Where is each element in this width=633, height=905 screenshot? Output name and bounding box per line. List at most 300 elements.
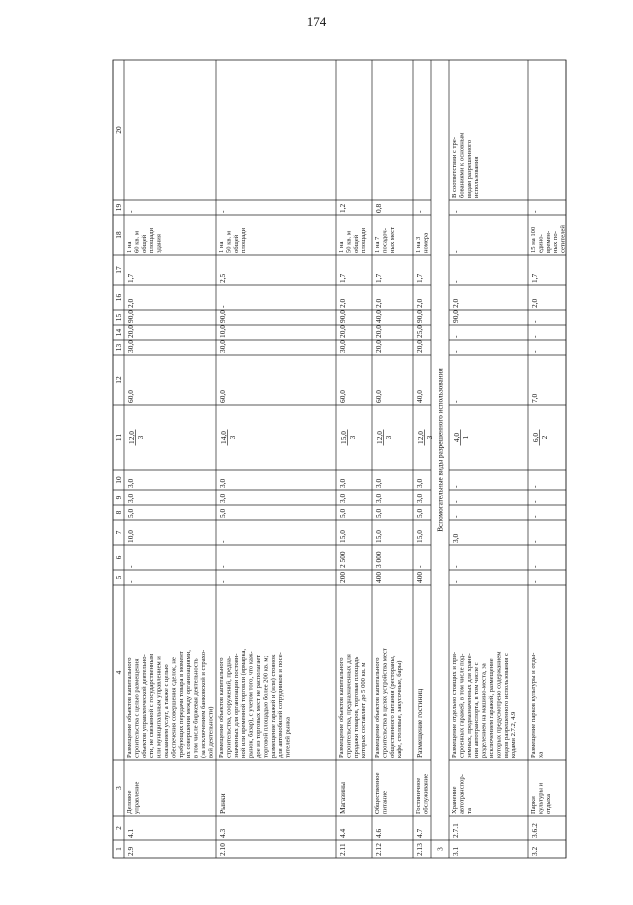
- svg-text:2 500: 2 500: [338, 551, 347, 568]
- r210-c4: [218, 649, 292, 758]
- svg-text:(за исключением банковской и с: (за исключением банковской и страхо-: [200, 649, 207, 758]
- section-number: 3: [435, 847, 445, 851]
- svg-text:12,0: 12,0: [127, 431, 136, 444]
- svg-text:видам разрешенного: видам разрешенного: [465, 140, 473, 198]
- svg-text:1 на: 1 на: [218, 241, 225, 253]
- svg-text:строительства с целью размещен: строительства с целью размещения: [133, 658, 141, 758]
- svg-text:Общественное: Общественное: [374, 772, 381, 814]
- svg-text:отдыха: отдыха: [544, 794, 552, 814]
- r211-c1: [338, 843, 347, 856]
- svg-text:-: -: [126, 210, 135, 213]
- r213-c17: [415, 273, 424, 283]
- r211-c14: [338, 325, 347, 338]
- svg-text:3 000: 3 000: [374, 551, 383, 568]
- svg-text:18: 18: [113, 231, 123, 239]
- r29-c1: [126, 846, 135, 856]
- svg-text:площади: площади: [240, 227, 248, 253]
- r31-c8: [451, 515, 460, 518]
- svg-text:3: 3: [228, 435, 237, 440]
- svg-text:-: -: [451, 565, 460, 568]
- svg-text:-: -: [451, 485, 460, 488]
- svg-text:30,0: 30,0: [218, 340, 227, 353]
- svg-text:-: -: [218, 565, 227, 568]
- svg-text:200: 200: [338, 571, 347, 583]
- r212-c9: [374, 493, 383, 503]
- r210-c1: [218, 843, 227, 856]
- svg-text:2.13: 2.13: [415, 843, 424, 856]
- svg-text:3: 3: [113, 786, 123, 790]
- svg-text:40,0: 40,0: [415, 390, 424, 403]
- r213-c15: [415, 310, 424, 323]
- svg-text:5,0: 5,0: [374, 508, 383, 518]
- svg-text:20,0: 20,0: [415, 340, 424, 353]
- r29-c8: [126, 508, 135, 518]
- r32-c18: [530, 225, 567, 253]
- svg-text:1 на 3: 1 на 3: [415, 236, 422, 253]
- svg-text:Размещение объектов капитально: Размещение объектов капитального: [374, 657, 381, 758]
- r32-c8: [530, 515, 539, 518]
- svg-text:17: 17: [113, 266, 123, 274]
- r212-c14: [374, 325, 383, 338]
- svg-text:2,0: 2,0: [374, 298, 383, 308]
- svg-text:управление: управление: [133, 781, 141, 814]
- column-header-16: [114, 294, 123, 302]
- svg-text:15: 15: [113, 313, 123, 322]
- column-header-2: [114, 826, 123, 830]
- svg-text:5,0: 5,0: [338, 508, 347, 518]
- svg-text:-: -: [530, 485, 539, 488]
- svg-text:Гостиничное: Гостиничное: [415, 777, 422, 814]
- svg-text:90,0: 90,0: [338, 310, 347, 323]
- svg-text:20,0: 20,0: [374, 340, 383, 353]
- svg-text:8: 8: [113, 510, 123, 515]
- column-header-4: [114, 670, 123, 674]
- r212-c5: [374, 572, 383, 583]
- r31-c10: [451, 485, 460, 488]
- r210-c16: [218, 305, 227, 308]
- r211-c11: [339, 430, 357, 446]
- svg-text:Размещение объектов капитально: Размещение объектов капитального: [218, 657, 225, 758]
- r211-c9: [338, 493, 347, 503]
- r212-c16: [374, 298, 383, 308]
- svg-text:30,0: 30,0: [126, 340, 135, 353]
- svg-text:19: 19: [113, 203, 123, 212]
- r31-c14: [451, 335, 460, 338]
- r211-c7: [338, 530, 347, 543]
- svg-text:-: -: [218, 580, 227, 583]
- svg-text:400: 400: [415, 571, 424, 583]
- svg-text:3: 3: [136, 435, 145, 440]
- svg-text:2,5: 2,5: [218, 273, 227, 283]
- r32-c13: [530, 350, 539, 353]
- svg-text:в том числе биржевая деятельно: в том числе биржевая деятельность: [192, 658, 200, 758]
- r32-c16: [530, 298, 539, 308]
- r32-c1: [530, 846, 539, 856]
- svg-text:общей: общей: [352, 234, 360, 253]
- svg-text:4,0: 4,0: [452, 432, 461, 443]
- svg-text:автотранспор-: автотранспор-: [458, 774, 466, 814]
- svg-text:-: -: [451, 250, 460, 253]
- svg-text:1,2: 1,2: [338, 203, 347, 213]
- r32-c6: [530, 565, 539, 568]
- r212-c4: [374, 648, 403, 758]
- svg-text:2: 2: [540, 435, 549, 440]
- r210-c14: [218, 325, 227, 338]
- svg-text:20,0: 20,0: [374, 325, 383, 338]
- r211-c2: [338, 828, 347, 838]
- r31-c9: [451, 500, 460, 503]
- r213-c3: [415, 774, 429, 814]
- svg-text:4.1: 4.1: [126, 828, 135, 838]
- r29-c9: [126, 493, 135, 503]
- svg-text:50 кв. м: 50 кв. м: [345, 230, 353, 253]
- svg-text:2,0: 2,0: [338, 298, 347, 308]
- r32-c14: [530, 335, 539, 338]
- r213-c1: [415, 843, 424, 856]
- svg-text:-: -: [451, 335, 460, 338]
- r210-c7: [218, 540, 227, 543]
- svg-text:-: -: [218, 305, 227, 308]
- column-header-14: [114, 329, 123, 337]
- r29-c2: [126, 828, 135, 838]
- svg-text:3,0: 3,0: [218, 493, 227, 503]
- r210-c15: [218, 310, 227, 323]
- svg-text:Размещение гостиниц: Размещение гостиниц: [415, 688, 424, 758]
- r213-c19: [415, 210, 424, 213]
- svg-text:3,0: 3,0: [415, 493, 424, 503]
- r31-c16: [451, 298, 460, 308]
- svg-text:размещение гаражей и (или) сто: размещение гаражей и (или) стоянок: [269, 654, 277, 758]
- r211-c16: [338, 298, 347, 308]
- svg-text:1 на: 1 на: [126, 241, 133, 253]
- svg-text:3,0: 3,0: [374, 493, 383, 503]
- svg-text:20,0: 20,0: [338, 325, 347, 338]
- svg-text:15,0: 15,0: [339, 431, 348, 444]
- svg-text:-: -: [451, 580, 460, 583]
- svg-text:2.9: 2.9: [126, 846, 135, 856]
- r212-c11: [375, 430, 393, 446]
- svg-text:-: -: [451, 500, 460, 503]
- r32-c17: [530, 273, 539, 283]
- r211-c4: [338, 654, 367, 758]
- column-header-19: [114, 204, 123, 212]
- r32-c4: [530, 653, 544, 758]
- svg-text:30,0: 30,0: [338, 340, 347, 353]
- r32-c5: [530, 580, 539, 583]
- svg-text:12,0: 12,0: [375, 431, 384, 444]
- column-header-11: [114, 434, 123, 441]
- svg-text:40,0: 40,0: [374, 310, 383, 323]
- svg-text:11: 11: [113, 433, 123, 442]
- r210-c9: [218, 493, 227, 503]
- r29-c17: [126, 273, 135, 283]
- r29-c6: [126, 565, 135, 568]
- svg-text:или муниципальным управлением: или муниципальным управлением и: [155, 656, 163, 758]
- svg-text:14: 14: [113, 328, 123, 337]
- svg-text:времен-: времен-: [544, 230, 552, 253]
- column-header-6: [114, 555, 123, 559]
- svg-text:10: 10: [113, 476, 123, 484]
- r210-c18: [218, 228, 247, 253]
- svg-text:2: 2: [113, 826, 123, 830]
- svg-text:обслуживание: обслуживание: [422, 773, 430, 814]
- r211-c15: [338, 310, 347, 323]
- r29-c15: [126, 310, 135, 323]
- r213-c16: [415, 298, 424, 308]
- svg-text:4: 4: [113, 670, 123, 675]
- svg-text:-: -: [451, 210, 460, 213]
- svg-text:90,0: 90,0: [218, 310, 227, 323]
- svg-text:3: 3: [384, 435, 393, 440]
- r31-c20: [451, 132, 480, 198]
- r210-c10: [218, 478, 227, 488]
- svg-text:использования: использования: [473, 156, 481, 198]
- svg-text:строенных гаражей, в том числе: строенных гаражей, в том числе под-: [458, 653, 466, 758]
- svg-text:90,0: 90,0: [415, 310, 424, 323]
- r211-c8: [338, 508, 347, 518]
- svg-text:3,0: 3,0: [126, 493, 135, 503]
- svg-text:номера: номера: [422, 232, 430, 253]
- svg-text:0,8: 0,8: [374, 203, 383, 213]
- svg-text:2.11: 2.11: [338, 843, 347, 856]
- svg-text:земных, предназначенных для хр: земных, предназначенных для хране-: [465, 653, 473, 758]
- svg-text:60 кв. м: 60 кв. м: [133, 230, 141, 253]
- svg-text:16: 16: [113, 293, 123, 302]
- svg-text:Парки: Парки: [530, 796, 537, 814]
- column-header-7: [114, 530, 123, 534]
- svg-text:4.4: 4.4: [338, 828, 347, 838]
- column-header-5: [114, 575, 123, 579]
- svg-text:общей: общей: [140, 234, 148, 253]
- svg-text:обеспечения совершения сделок,: обеспечения совершения сделок, не: [170, 657, 178, 758]
- svg-text:3,0: 3,0: [218, 478, 227, 488]
- svg-text:требующих передачи товара в мо: требующих передачи товара в момент: [177, 651, 185, 758]
- svg-text:15,0: 15,0: [374, 530, 383, 543]
- r31-c11: [452, 430, 470, 446]
- svg-text:здания: здания: [155, 234, 163, 253]
- svg-text:видов разрешенного использован: видов разрешенного использования с: [502, 653, 510, 758]
- svg-text:-: -: [530, 515, 539, 518]
- svg-text:2.7.1: 2.7.1: [451, 823, 460, 838]
- svg-text:ных по-: ных по-: [552, 231, 560, 253]
- r32-c12: [530, 393, 539, 403]
- svg-text:-: -: [126, 580, 135, 583]
- svg-text:рынок, базар), с учетом того,: рынок, базар), с учетом того, что каж-: [247, 651, 255, 758]
- svg-text:-: -: [530, 540, 539, 543]
- page-number: 174: [306, 14, 327, 29]
- svg-text:-: -: [415, 210, 424, 213]
- r212-c1: [374, 843, 383, 856]
- r32-c7: [530, 540, 539, 543]
- svg-text:питание: питание: [381, 791, 389, 814]
- svg-text:1: 1: [113, 847, 123, 851]
- svg-text:-: -: [530, 210, 539, 213]
- r32-c3: [530, 782, 552, 814]
- column-header-17: [114, 266, 123, 274]
- r213-c14: [415, 325, 424, 338]
- r212-c7: [374, 530, 383, 543]
- svg-text:площади: площади: [360, 227, 368, 253]
- svg-text:ния автотранспорта, в том числ: ния автотранспорта, в том числе с: [473, 662, 481, 758]
- svg-text:для автомобилей сотрудников и: для автомобилей сотрудников и посе-: [277, 652, 285, 758]
- svg-text:-: -: [530, 350, 539, 353]
- r29-c5: [126, 580, 135, 583]
- svg-text:4.3: 4.3: [218, 828, 227, 838]
- svg-text:14,0: 14,0: [219, 431, 228, 444]
- svg-text:2,0: 2,0: [530, 298, 539, 308]
- r210-c6: [218, 565, 227, 568]
- r31-c18: [451, 250, 460, 253]
- svg-text:-: -: [530, 335, 539, 338]
- svg-text:10,0: 10,0: [218, 325, 227, 338]
- r29-c18: [126, 228, 163, 253]
- svg-text:6,0: 6,0: [531, 432, 540, 443]
- r210-c13: [218, 340, 227, 353]
- r213-c10: [415, 478, 424, 488]
- r210-c3: [218, 793, 227, 814]
- svg-text:значенных для организации пост: значенных для организации постоян-: [232, 653, 240, 758]
- svg-text:3,0: 3,0: [374, 478, 383, 488]
- r31-c4: [451, 651, 517, 758]
- r212-c19: [374, 203, 383, 213]
- r32-c15: [530, 320, 539, 323]
- svg-text:25,0: 25,0: [415, 325, 424, 338]
- svg-text:3.2: 3.2: [530, 846, 539, 856]
- r213-c12: [415, 390, 424, 403]
- svg-text:Деловое: Деловое: [126, 790, 133, 814]
- svg-text:Размещение объектов капитально: Размещение объектов капитального: [338, 657, 345, 758]
- svg-text:объектов управленческой деятел: объектов управленческой деятельно-: [140, 654, 148, 758]
- svg-text:5,0: 5,0: [218, 508, 227, 518]
- r32-c11: [531, 430, 549, 446]
- svg-text:Хранение: Хранение: [451, 786, 458, 814]
- r213-c6: [415, 565, 424, 568]
- svg-text:их совершения между организаци: их совершения между организациями,: [185, 650, 193, 758]
- r31-c2: [451, 823, 460, 838]
- r210-c19: [218, 210, 227, 213]
- svg-text:2.12: 2.12: [374, 843, 383, 856]
- r31-c13: [451, 350, 460, 353]
- svg-text:дое из торговых мест не распол: дое из торговых мест не располагает: [255, 654, 262, 758]
- svg-text:7: 7: [113, 530, 123, 535]
- svg-text:90,0: 90,0: [451, 310, 460, 323]
- r213-c9: [415, 493, 424, 503]
- svg-text:В соответствии с тре-: В соответствии с тре-: [451, 137, 458, 198]
- r212-c18: [374, 227, 396, 253]
- svg-text:разделением на машино-места, з: разделением на машино-места, за: [480, 663, 488, 758]
- svg-text:9: 9: [113, 495, 123, 500]
- svg-text:1 на 7: 1 на 7: [374, 236, 381, 253]
- r213-c4: [415, 689, 424, 758]
- r31-c7: [451, 533, 460, 543]
- column-header-10: [114, 476, 123, 484]
- r31-c12: [451, 400, 460, 403]
- r211-c3: [338, 782, 347, 814]
- r213-c13: [415, 340, 424, 353]
- svg-text:Размещение объектов капитально: Размещение объектов капитального: [126, 657, 133, 758]
- svg-text:-: -: [218, 210, 227, 213]
- r31-c6: [451, 565, 460, 568]
- r31-c1: [451, 846, 460, 856]
- r29-c4: [126, 650, 214, 758]
- column-header-3: [114, 786, 123, 790]
- svg-text:-: -: [451, 515, 460, 518]
- svg-text:3: 3: [348, 435, 357, 440]
- svg-text:-: -: [218, 540, 227, 543]
- r29-c13: [126, 340, 135, 353]
- r211-c17: [338, 273, 347, 283]
- svg-text:-: -: [530, 565, 539, 568]
- r29-c11: [127, 430, 145, 446]
- r212-c2: [374, 828, 383, 838]
- r212-c17: [374, 273, 383, 283]
- column-header-15: [114, 314, 123, 322]
- r211-c13: [338, 340, 347, 353]
- r212-c10: [374, 478, 383, 488]
- r212-c8: [374, 508, 383, 518]
- r210-c11: [219, 430, 237, 446]
- r213-c8: [415, 508, 424, 518]
- svg-text:строительства, сооружений, пре: строительства, сооружений, предна-: [225, 655, 233, 758]
- svg-text:1,7: 1,7: [530, 273, 539, 283]
- r32-c9: [530, 500, 539, 503]
- svg-text:Размещение отдельно стоящих и: Размещение отдельно стоящих и при-: [451, 651, 458, 758]
- svg-text:20: 20: [113, 126, 123, 134]
- section-title: Вспомогательные виды разрешенного использования: [436, 368, 445, 532]
- r211-c5: [338, 572, 347, 583]
- r210-c8: [218, 508, 227, 518]
- svg-text:Магазины: Магазины: [338, 782, 347, 814]
- svg-text:посадоч-: посадоч-: [381, 228, 389, 253]
- r31-c3: [451, 774, 473, 814]
- svg-text:90,0: 90,0: [126, 310, 135, 323]
- svg-text:1,7: 1,7: [415, 273, 424, 283]
- r31-c17: [451, 280, 460, 283]
- svg-text:5: 5: [113, 575, 123, 580]
- svg-text:бованиями к основным: бованиями к основным: [458, 132, 466, 198]
- svg-text:кодами 2.7.2, 4.9: кодами 2.7.2, 4.9: [510, 711, 518, 758]
- r210-c12: [218, 390, 227, 403]
- svg-text:1 на: 1 на: [338, 241, 345, 253]
- svg-text:15,0: 15,0: [338, 530, 347, 543]
- svg-text:-: -: [451, 400, 460, 403]
- svg-text:4.6: 4.6: [374, 828, 383, 838]
- r211-c12: [338, 390, 347, 403]
- r210-c5: [218, 580, 227, 583]
- r211-c18: [338, 228, 367, 253]
- svg-text:исключением гаражей, размещени: исключением гаражей, размещение: [488, 658, 495, 758]
- svg-text:-: -: [530, 500, 539, 503]
- r29-c14: [126, 325, 135, 338]
- svg-text:3: 3: [425, 435, 434, 440]
- svg-text:площади: площади: [148, 227, 156, 253]
- r29-c12: [126, 390, 135, 403]
- svg-text:15,0: 15,0: [415, 530, 424, 543]
- r32-c2: [530, 823, 539, 838]
- svg-text:2.10: 2.10: [218, 843, 227, 856]
- r212-c12: [374, 390, 383, 403]
- svg-text:культуры и: культуры и: [537, 782, 545, 814]
- svg-text:-: -: [126, 565, 135, 568]
- svg-text:Рынки: Рынки: [218, 793, 227, 814]
- svg-text:3,0: 3,0: [126, 478, 135, 488]
- svg-text:12,0: 12,0: [416, 431, 425, 444]
- svg-text:12: 12: [113, 376, 123, 384]
- r212-c15: [374, 310, 383, 323]
- r213-c18: [415, 233, 429, 253]
- r29-c3: [126, 782, 140, 814]
- r211-c6: [338, 551, 347, 568]
